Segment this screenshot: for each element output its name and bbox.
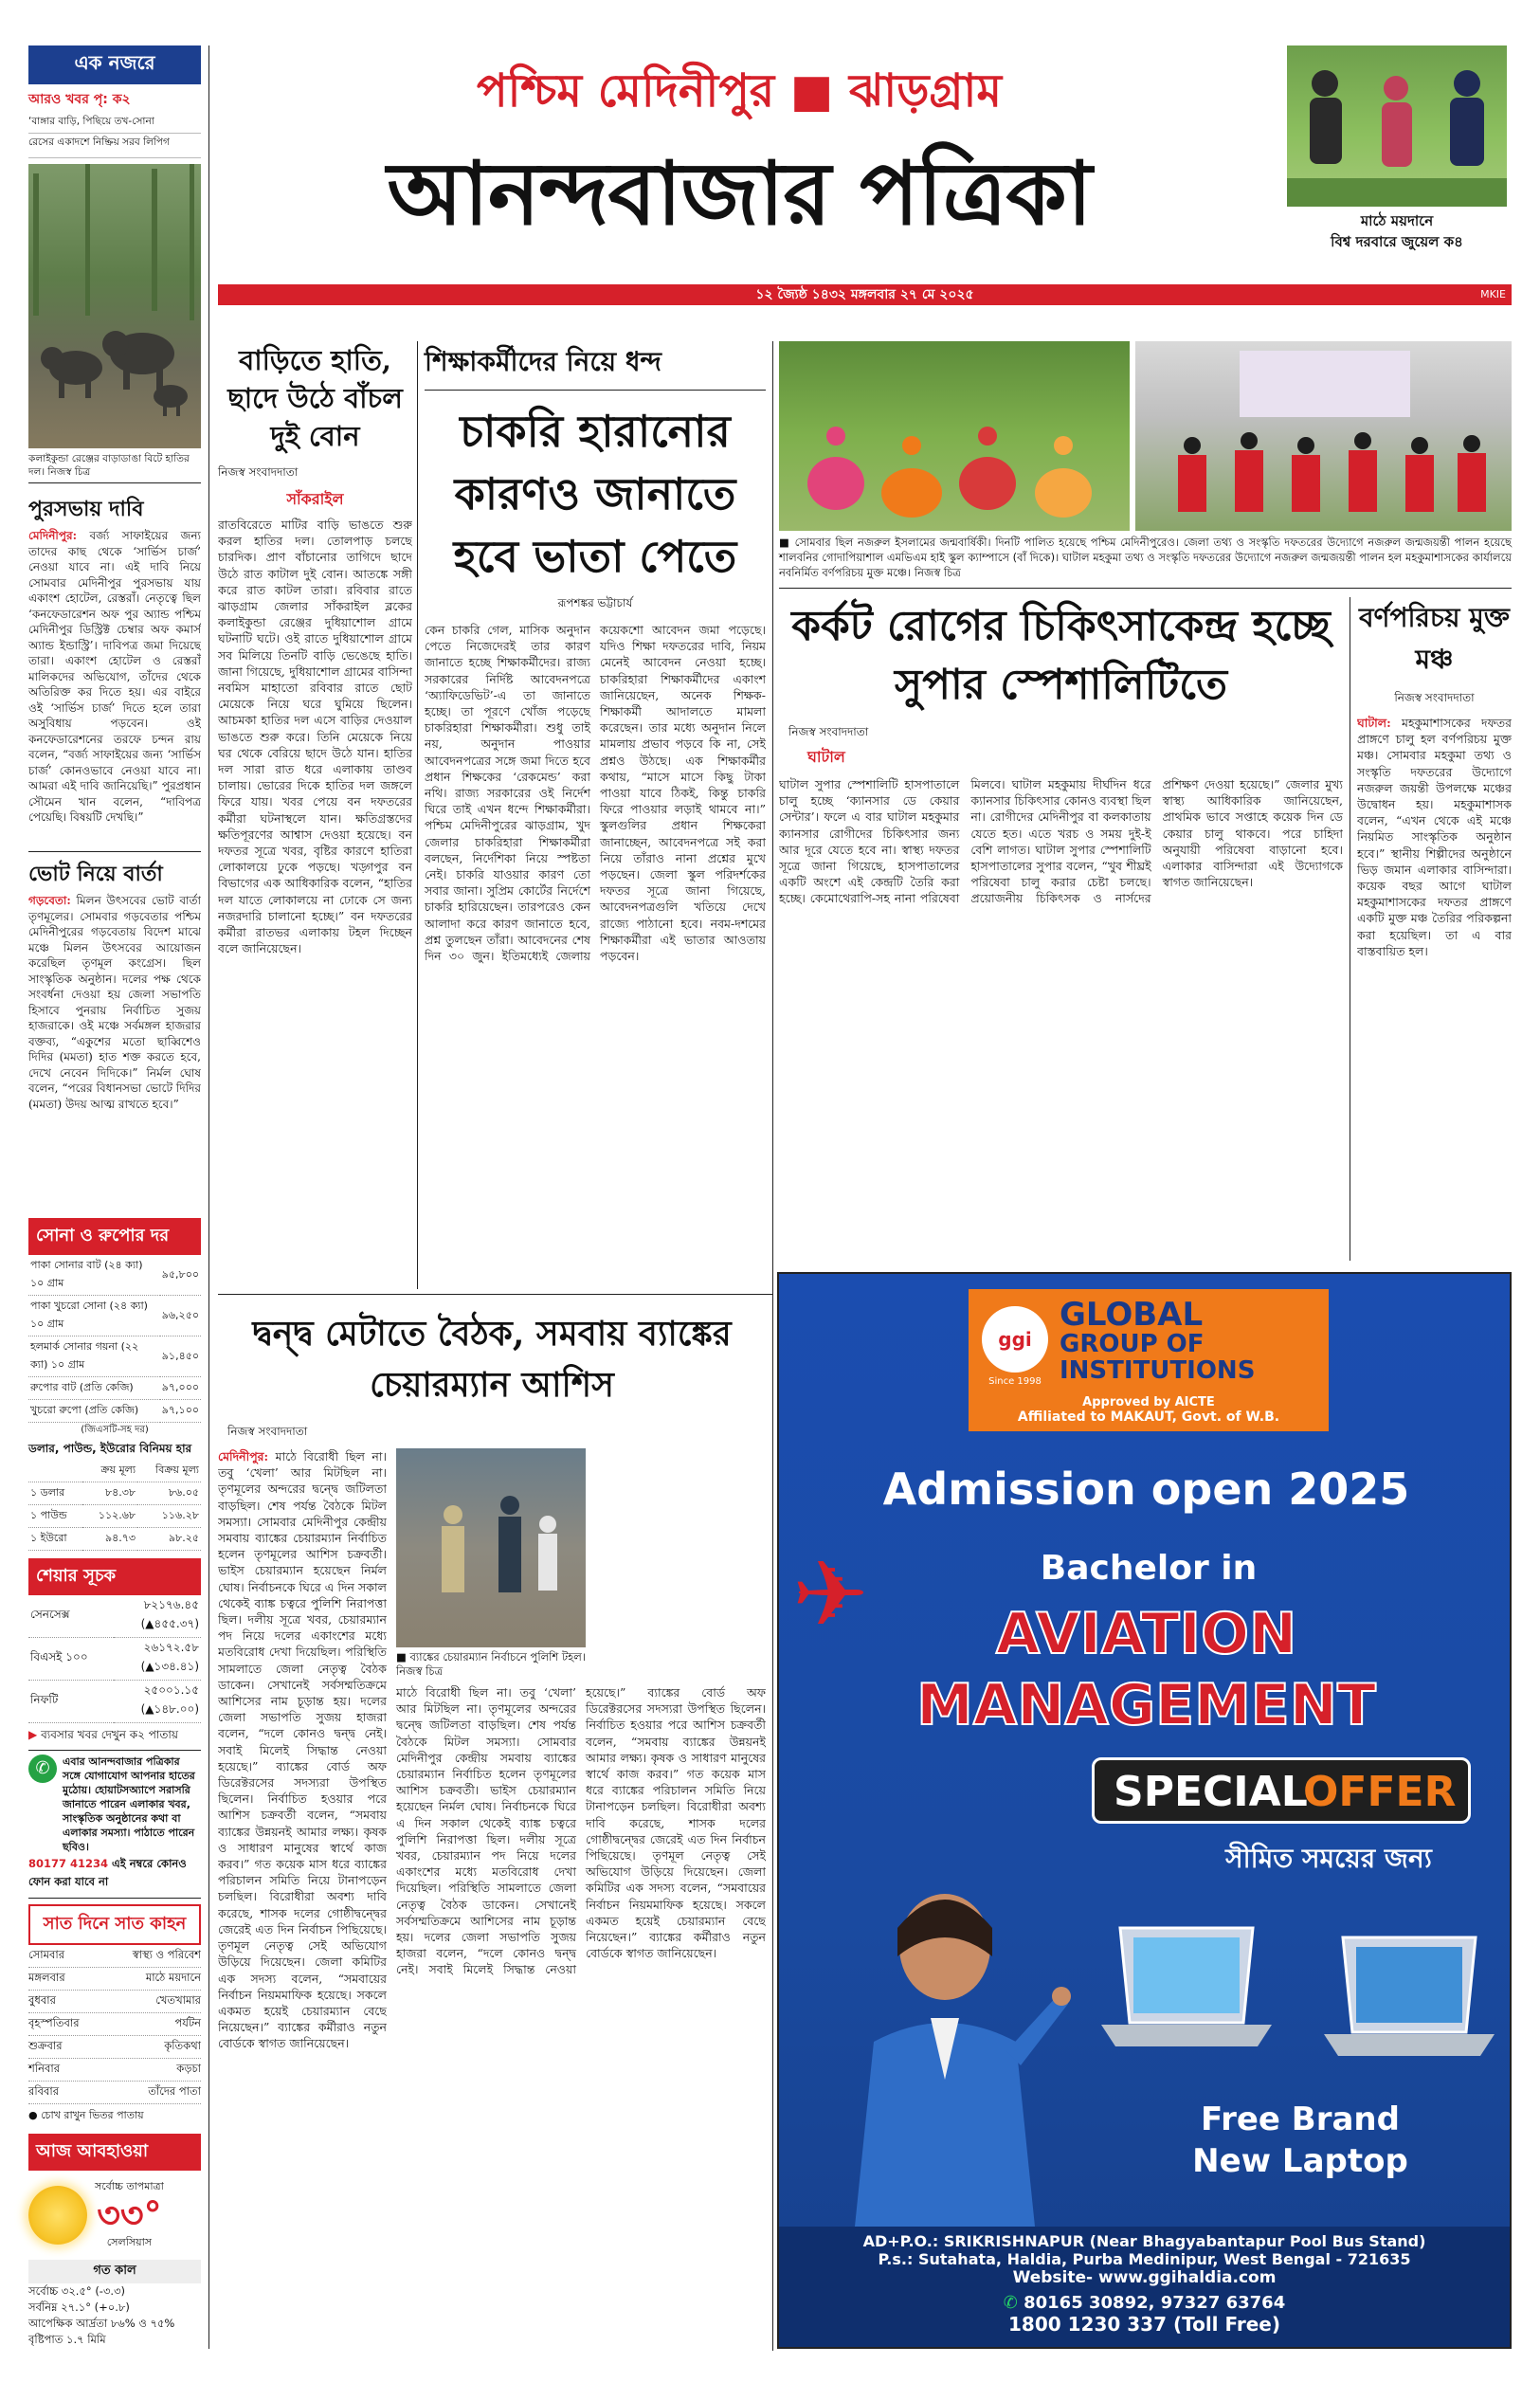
ad-address1: AD+P.O.: SRIKRISHNAPUR (Near Bhagyabantapur Pool Bus Stand) <box>862 2232 1426 2250</box>
share-row: বিএসই ১০০ ২৬১৭২.৫৮ (▲১৩৪.৪১) <box>28 1638 201 1681</box>
sidebar-divider <box>208 45 209 2349</box>
coop-dateline: মেদিনীপুর: <box>218 1449 269 1464</box>
ggi-logo-icon: ggi <box>982 1306 1048 1373</box>
edition-line: পশ্চিম মেদিনীপুর ■ ঝাড়গ্রাম <box>476 64 1002 118</box>
stage-headline: বর্ণপরিচয় মুক্ত মঞ্চ <box>1358 602 1511 675</box>
share-row: সেনসেক্স ৮২১৭৬.৪৫ (▲৪৫৫.৩৭) <box>28 1595 201 1638</box>
elephant-photo <box>28 164 201 448</box>
divider <box>218 1294 772 1295</box>
ad-address2: P.s.: Sutahata, Haldia, Purba Medinipur, West Bengal - 721635 <box>878 2250 1411 2268</box>
week-row: বৃহস্পতিবার পর্যটন <box>28 2013 201 2036</box>
air-hostess-image <box>817 1862 1073 2227</box>
ad-model-figure <box>817 1862 1073 2227</box>
jobs-headline: চাকরি হারানোর কারণও জানাতে হবে ভাতা পেতে <box>453 406 737 582</box>
currency-row: ১ ইউরো ৯৪.৭৩ ৯৮.২৫ <box>28 1528 201 1551</box>
ad-course2: MANAGEMENT <box>916 1672 1376 1738</box>
left-sidebar <box>28 45 201 2349</box>
currency-table: ক্রয় মূল্য বিক্রয় মূল্য ১ ডলার ৮৪.৩৮ ৮৬.০৫ ১ পাউন্ড ১১২.৬৮ ১১৬.২৮ ১ ইউরো ৯৪.৭৩ ৯৮.২৫ <box>28 1460 201 1551</box>
stage-body: ঘাটাল: মহকুমাশাসকের দফতর প্রাঙ্গণে চালু হল বর্ণপরিচয় মুক্ত মঞ্চ। সোমবার মহকুমা তথ্য ও সংস্কৃতি দফতরের উদ্যোগে নজরুল জয়ন্তী উপলক্ষে মঞ্চের উদ্বোধন হয়। মহকুমাশাসক বলেন, “এখন থেকে এই মঞ্চে নিয়মিত সাংস্কৃতিক অনুষ্ঠান হবে।” স্থানীয় শিল্পীদের অনুষ্ঠানে ভিড় জমান এলাকার বাসিন্দারা। কয়েক বছর আগে ঘাটাল মহকুমাশাসকের দফতর প্রাঙ্গণে একটি মুক্ত মঞ্চ তৈরির পরিকল্পনা করা হয়েছিল। তা এ বার বাস্তবায়িত হল। <box>1357 716 1512 958</box>
date-line: ১২ জ্যৈষ্ঠ ১৪৩২ মঙ্গলবার ২৭ মে ২০২৫ <box>755 287 974 302</box>
gold-table <box>28 1255 201 1423</box>
story2-text <box>28 893 201 1210</box>
divider <box>779 588 1512 589</box>
ad-approval: Approved by AICTE Affiliated to MAKAUT, Govt. of W.B. <box>1017 1395 1280 1425</box>
whatsapp-text: এবার আনন্দবাজার পত্রিকার সঙ্গে যোগাযোগ আপনার হাতের মুঠোয়। হোয়াটসঅ্যাপে সরাসরি জানাতে পারেন এলাকার খবর, সাংস্কৃতিক অনুষ্ঠানের কথা বা এলাকার সমস্যা। পাঠাতে পারেন ছবিও। <box>63 1755 195 1853</box>
date-bar <box>218 284 1512 305</box>
divider <box>772 341 773 1289</box>
jobs-body: কেন চাকরি গেল, মাসিক অনুদান পেতে নিজেদেরই তার কারণ জানাতে হচ্ছে শিক্ষাকর্মীদের। রাজ্য সরকারের নির্দিষ্ট আবেদনপত্রে ‘অ্যাফিডেভিট’-এ তা জানাতে হচ্ছে। তা পূরণে খোঁজ পড়েছে চাকরিহারা শিক্ষাকর্মীরা। শুধু তাই নয়, অনুদান পাওয়ার আবেদনপত্রের সঙ্গে জমা দিতে হবে প্রধান শিক্ষকের ‘রেকমেন্ড’ করা নথি। রাজ্য সরকারের ওই নির্দেশ ঘিরে তাই এখন ধন্দে শিক্ষাকর্মীরা। পশ্চিম মেদিনীপুরের ঝাড়গ্রাম, খুদ জেলার চাকরিহারা শিক্ষাকর্মীরা বলছেন, নির্দেশিকা নিয়ে স্পষ্টতা নেই। চাকরি যাওয়ার কারণ তো সবার জানা। সুপ্রিম কোর্টের নির্দেশে চাকরি হারিয়েছেন। তারপরেও কেন আলাদা করে কারণ জানাতে হবে, প্রশ্ন তুলছেন তাঁরা। আবেদনের শেষ দিন ৩০ জুন। ইতিমধ্যেই জেলায় কয়েকশো আবেদন জমা পড়েছে। যদিও শিক্ষা দফতরের দাবি, নিয়ম মেনেই আবেদন নেওয়া হচ্ছে। চাকরিহারা শিক্ষাকর্মীদের একাংশ জানিয়েছেন, অনেক শিক্ষক-শিক্ষাকর্মী আদালতে মামলা করেছেন। তার মধ্যে অনুদান নিলে মামলায় প্রভাব পড়বে কি না, সেই প্রশ্নও উঠছে। এক শিক্ষাকর্মীর কথায়, “মাসে মাসে কিছু টাকা পাওয়া যাবে ঠিকই, কিন্তু চাকরি ফিরে পাওয়ার লড়াই থামবে না।” স্কুলগুলির প্রধান শিক্ষকেরা জানাচ্ছেন, আবেদনপত্রে সই করা নিয়ে তাঁরাও নানা প্রশ্নের মুখে পড়ছেন। জেলা স্কুল পরিদর্শকের দফতর সূত্রে জানা গিয়েছে, আবেদনপত্রগুলি খতিয়ে দেখে রাজ্যে পাঠানো হবে। নবম-দশমের শিক্ষাকর্মীরা এই ভাতার আওতায় পড়বেন। <box>425 623 766 964</box>
elephant-byline: নিজস্ব সংবাদদাতা <box>218 465 299 479</box>
square-bullet-icon: ■ <box>396 1650 407 1664</box>
gold-row: পাকা সোনার বাট (২৪ ক্যা) ১০ গ্রাম ৯৫,৮০০ <box>28 1255 201 1296</box>
story2-body: মিলন উৎসবের ভোট বার্তা তৃণমূলের। সোমবার গড়বেতার পশ্চিম মেদিনীপুরের গড়বেতায় বিদেশ মাঝে মঞ্চে মিলন উৎসবের আয়োজন করেছিল তৃণমূল কংগ্রেস। ছিল সাংস্কৃতিক অনুষ্ঠান। দলের পক্ষ থেকে সংবর্ধনা দেওয়া হয় জেলা সভাপতি হিসাবে পুনরায় নির্বাচিত সুজয় হাজরাকে। ওই মঞ্চে সর্বমঙ্গল হাজরার বক্তব্য, “একুশের মতো ছাব্বিশেও দিদির (মমতা) হাত শক্ত করতে হবে, দেখে নেবেন দিদিকে।” নির্মল ঘোষ বলেন, “পরের বিধানসভা ভোটে দিদির (মমতা) উদয় আত্ম রাখতে হবে।” <box>28 894 201 1111</box>
business-note: ▶ ব্যবসার খবর দেখুন ক২ পাতায় <box>28 1727 201 1751</box>
week-row: বুধবার খেতখামার <box>28 1991 201 2013</box>
stage-byline: নিজস্ব সংবাদদাতা <box>1394 691 1475 704</box>
gold-row: খুচরো রুপো (প্রতি কেজি) ৯৭,১০০ <box>28 1400 201 1423</box>
dance-photo-left <box>779 341 1130 531</box>
whatsapp-icon: ✆ <box>28 1755 57 1783</box>
teaser-line1: মাঠে ময়দানে <box>1360 212 1434 229</box>
week-title: সাত দিনে সাত কাহন <box>28 1904 201 1945</box>
coop-body-col2: মাঠে বিরোধী ছিল না। তবু ‘খেলা’ আর মিটছিল না। তৃণমূলের অন্দরের দ্বন্দ্বে জটিলতা বাড়ছিল। শেষ পর্যন্ত বৈঠকে মিটল সমস্যা। সোমবার মেদিনীপুর কেন্দ্রীয় সমবায় ব্যাঙ্কের চেয়ারম্যান নির্বাচিত হলেন তৃণমূলের আশিস চক্রবর্তী। ভাইস চেয়ারম্যান হয়েছেন নির্মল ঘোষ। নির্বাচনকে ঘিরে এ দিন সকাল থেকেই ব্যাঙ্ক চত্বরে পুলিশি নিরাপত্তা ছিল। দলীয় সূত্রে খবর, চেয়ারম্যান পদ নিয়ে দলের একাংশের মধ্যে মতবিরোধ দেখা দিয়েছিল। পরিস্থিতি সামলাতে জেলা নেতৃত্ব বৈঠক ডাকেন। সেখানেই সর্বসম্মতিক্রমে আশিসের নাম চূড়ান্ত হয়। দলের জেলা সভাপতি সুজয় হাজরা বলেন, “দলে কোনও দ্বন্দ্ব নেই। সবাই মিলেই সিদ্ধান্ত নেওয়া হয়েছে।” ব্যাঙ্কের বোর্ড অফ ডিরেক্টরসের সদস্যরা উপস্থিত ছিলেন। নির্বাচিত হওয়ার পরে আশিস চক্রবর্তী বলেন, “সমবায় ব্যাঙ্কের উন্নয়নই আমার লক্ষ্য। কৃষক ও সাধারণ মানুষের স্বার্থে কাজ করব।” গত কয়েক মাস ধরে ব্যাঙ্কের পরিচালন সমিতি নিয়ে টানাপড়েন চলছিল। বিরোধীরা অবশ্য দাবি করেছে, শাসক দলের গোষ্ঠীদ্বন্দ্বের জেরেই এত দিন নির্বাচন পিছিয়েছে। তৃণমূল নেতৃত্ব সেই অভিযোগ উড়িয়ে দিয়েছেন। জেলা কমিটির এক সদস্য বলেন, “সমবায়ের নির্বাচন নিয়মমাফিক হয়েছে। সকলে একমত হয়েই চেয়ারম্যান বেছে নিয়েছেন।” ব্যাঙ্কের কর্মীরাও নতুন বোর্ডকে স্বাগত জানিয়েছেন। <box>396 1685 766 1977</box>
paper-name: আনন্দবাজার পত্রিকা <box>387 142 1092 245</box>
currency-title: ডলার, পাউন্ড, ইউরোর বিনিময় হার <box>28 1442 192 1455</box>
dance-image-left <box>779 341 1130 531</box>
week-row: সোমবার স্বাস্থ্য ও পরিবেশ <box>28 1945 201 1968</box>
weather-temp: ৩৩° <box>97 2194 162 2236</box>
story2-lead: গড়বেতা: <box>28 894 71 907</box>
ad-laptop-offer: Free Brand New Laptop <box>1192 2100 1408 2180</box>
currency-row: ১ ডলার ৮৪.৩৮ ৮৬.০৫ <box>28 1482 201 1505</box>
ad-course1: AVIATION <box>995 1601 1297 1667</box>
story1-text <box>28 528 201 846</box>
cancer-dateline: ঘাটাল <box>807 748 845 766</box>
coop-columns <box>218 1448 766 2301</box>
divider <box>772 1270 773 2351</box>
jobs-kicker: শিক্ষাকর্মীদের নিয়ে ধন্দ <box>425 341 766 391</box>
week-row: মঙ্গলবার মাঠে ময়দানে <box>28 1968 201 1991</box>
elephant-dateline: সাঁকরাইল <box>286 490 344 508</box>
weather-label: সর্বোচ্চ তাপমাত্রা <box>95 2180 164 2192</box>
cancer-body: ঘাটাল সুপার স্পেশালিটি হাসপাতালে চালু হচ্ছে ‘ক্যানসার ডে কেয়ার সেন্টার’। ফলে এ বার ঘাটাল মহকুমার ক্যানসার রোগীদের চিকিৎসার জন্য আর দূরে যেতে হবে না। স্বাস্থ্য দফতর সূত্রে জানা গিয়েছে, হাসপাতালের একটি অংশে এই কেন্দ্রটি তৈরি করা হচ্ছে। কেমোথেরাপি-সহ নানা পরিষেবা মিলবে। ঘাটাল মহকুমায় দীর্ঘদিন ধরে ক্যানসার চিকিৎসার কোনও ব্যবস্থা ছিল না। রোগীদের মেদিনীপুর বা কলকাতায় যেতে হত। এতে খরচ ও সময় দুই-ই বেশি লাগত। ঘাটাল সুপার স্পেশালিটি হাসপাতালের সুপার বলেন, “খুব শীঘ্রই পরিষেবা চালু করার চেষ্টা চলছে। প্রয়োজনীয় চিকিৎসক ও নার্সদের প্রশিক্ষণ দেওয়া হয়েছে।” জেলার মুখ্য স্বাস্থ্য আধিকারিক জানিয়েছেন, প্রাথমিক ভাবে সপ্তাহে কয়েক দিন ডে কেয়ার চালু থাকবে। পরে চাহিদা অনুযায়ী পরিষেবা বাড়ানো হবে। এলাকার বাসিন্দারা এই উদ্যোগকে স্বাগত জানিয়েছেন। <box>779 777 1343 906</box>
week-row: রবিবার তাঁদের পাতা <box>28 2082 201 2104</box>
ad-website: Website- www.ggihaldia.com <box>1012 2268 1277 2287</box>
gold-row: রুপোর বাট (প্রতি কেজি) ৯৭,০০০ <box>28 1377 201 1400</box>
weather-box <box>28 2171 201 2260</box>
phone-icon: ✆ <box>1003 2293 1018 2313</box>
glance-sub: আরও খবর পৃ: ক২ <box>28 92 131 107</box>
elephant-photo-caption: কলাইকুন্ডা রেঞ্জের বাড়াডাঙা বিটে হাতির দল। নিজস্ব চিত্র <box>28 448 201 483</box>
athletes-image <box>1287 45 1507 207</box>
cooperative-story <box>218 1308 766 2351</box>
teaser-line2: বিশ্ব দরবারে জুয়েল ক৪ <box>1331 233 1463 250</box>
yesterday-row: সর্বনিম্ন ২৭.১° (+০.৮) <box>28 2300 130 2314</box>
glance-item: ‘বাঙ্গার বাড়ি, পিছিয়ে তখ-সোনা <box>28 113 201 134</box>
airplane-icon: ✈ <box>792 1541 869 1647</box>
yesterday-title: গত কাল <box>28 2260 201 2283</box>
ad-since: Since 1998 <box>988 1376 1042 1387</box>
yesterday-row: বৃষ্টিপাত ১.৭ মিমি <box>28 2333 106 2346</box>
coop-photo-caption: ■ ব্যাঙ্কের চেয়ারম্যান নির্বাচনে পুলিশি টহল। নিজস্ব চিত্র <box>396 1650 586 1678</box>
cancer-story <box>779 597 1343 1270</box>
gold-note: (জিএসটি-সহ দর) <box>81 1425 149 1435</box>
glance-item: রেসের একাদশে নিষ্ক্রিয় সরব লিপিগ <box>28 134 201 158</box>
elephant-body: রাতবিরেতে মাটির বাড়ি ভাঙতে শুরু করল হাতির দল। তোলপাড় চলছে চারদিক। প্রাণ বাঁচানোর তাগিদে ছাদে উঠে রাত কাটাল দুই বোন। আতঙ্কে সঙ্গী করে রাত কাটল তারা। রবিবার রাতে ঝাড়গ্রাম জেলার সাঁকরাইল ব্লকের কলাইকুন্ডা রেঞ্জের দুধিয়াশোল গ্রামে ঘটনাটি ঘটে। ওই রাতে দুধিয়াশোল গ্রামে সব মিলিয়ে তিনটি বাড়ি ভেঙেছে হাতি। জানা গিয়েছে, দুধিয়াশোল গ্রামের বাসিন্দা নবমিস মাহাতো রবিবার রাতে ছোট মেয়েকে নিয়ে ঘরে ঘুমিয়ে ছিলেন। আচমকা হাতির দল এসে বাড়ির দেওয়াল ভাঙতে শুরু করে। তিনি মেয়েকে নিয়ে ঘর থেকে বেরিয়ে ছাদে উঠে যান। হাতির দল সারা রাত ধরে এলাকায় তাণ্ডব চালায়। ভোরের দিকে হাতির দল জঙ্গলে ফিরে যায়। খবর পেয়ে বন দফতরের কর্মীরা ঘটনাস্থলে যান। ক্ষতিগ্রস্তদের ক্ষতিপূরণের আশ্বাস দেওয়া হয়েছে। বন দফতর সূত্রে খবর, বৃষ্টির কারণে হাতিরা লোকালয়ে ঢুকে পড়ছে। খড়্গপুর বন বিভাগের এক আধিকারিক বলেন, “হাতির দল যাতে লোকালয়ে না ঢোকে সে জন্য নজরদারি চালানো হচ্ছে।” বন দফতরের কর্মীরা রাতভর এলাকায় টহল দিচ্ছেন বলে জানিয়েছেন। <box>218 518 412 956</box>
currency-row: ১ পাউন্ড ১১২.৬৮ ১১৬.২৮ <box>28 1505 201 1528</box>
weather-unit: সেলসিয়াস <box>106 2236 153 2248</box>
story1-title: পুরসভায় দাবি <box>28 497 144 521</box>
coop-photo <box>396 1448 586 1647</box>
square-bullet-icon: ■ <box>779 536 790 549</box>
divider <box>417 341 418 1289</box>
whatsapp-number: 80177 41234 এই নম্বরে কোনও ফোন করা যাবে না <box>28 1856 201 1899</box>
ad-limited: সীমিত সময়ের জন্য <box>1225 1843 1432 1874</box>
edition-code: MKIE <box>1480 288 1506 300</box>
coop-byline: নিজস্ব সংবাদদাতা <box>227 1425 308 1438</box>
ad-footer <box>779 2227 1510 2347</box>
stage-story <box>1357 597 1512 1261</box>
elephant-headline: বাড়িতে হাতি, ছাদে উঠে বাঁচল দুই বোন <box>227 344 403 452</box>
gold-row: হলমার্ক সোনার গয়না (২২ ক্যা) ১০ গ্রাম ৯১,৪৫০ <box>28 1336 201 1377</box>
ad-header <box>969 1289 1329 1431</box>
ad-banner <box>777 1272 1512 2349</box>
laptop-image <box>1092 1918 1281 2061</box>
gold-row: পাকা খুচরো সোনা (২৪ ক্যা) ১০ গ্রাম ৯৬,২৫০ <box>28 1296 201 1336</box>
elephant-herd-image <box>28 164 201 448</box>
week-row: শনিবার কড়চা <box>28 2059 201 2082</box>
laptop-image-2 <box>1319 1928 1499 2070</box>
arrow-icon: ▶ <box>28 1728 38 1741</box>
yesterday-row: আপেক্ষিক আর্দ্রতা ৮৬% ও ৭৫% <box>28 2317 175 2330</box>
story1-lead: মেদিনীপুর: <box>28 529 78 542</box>
ad-sub: Bachelor in <box>1040 1549 1258 1588</box>
week-note: ● চোখ রাখুন ভিতর পাতায় <box>28 2109 144 2121</box>
dance-caption: ■ সোমবার ছিল নজরুল ইসলামের জন্মবার্ষিকী। দিনটি পালিত হয়েছে পশ্চিম মেদিনীপুরেও। জেলা তথ্য ও সংস্কৃতি দফতরের উদ্যোগে নজরুল জন্মজয়ন্তী পালন হয়েছে শালবনির গোদাপিয়াশাল এমভিএম হাই স্কুল ক্যাম্পাসে (বাঁ দিকে)। ঘাটাল মহকুমা তথ্য ও সংস্কৃতি দফতরের উদ্যোগে নজরুল জন্মজয়ন্তী পালন হল মহকুমাশাসকের কার্যালয়ে নবনির্মিত বর্ণপরিচয় মুক্ত মঞ্চে। নিজস্ব চিত্র <box>779 536 1512 579</box>
stage-dateline: ঘাটাল: <box>1357 716 1391 730</box>
share-table <box>28 1595 201 1723</box>
ad-headline: Admission open 2025 <box>882 1464 1410 1515</box>
special-offer-badge: SPECIAL OFFER <box>1092 1757 1471 1824</box>
masthead <box>218 45 1260 282</box>
week-list <box>28 1945 201 2128</box>
week-row: শুক্রবার কৃতিকথা <box>28 2036 201 2059</box>
jobs-byline: রূপশঙ্কর ভট্টাচার্য <box>557 596 633 609</box>
sun-icon <box>28 2186 87 2245</box>
glance-title: এক নজরে <box>28 45 201 84</box>
cancer-byline: নিজস্ব সংবাদদাতা <box>788 725 869 738</box>
ad-tollfree: 1800 1230 337 (Toll Free) <box>1007 2313 1281 2336</box>
whatsapp-box <box>28 1755 201 1854</box>
story2-title: ভোট নিয়ে বার্তা <box>28 851 201 893</box>
dance-image-right <box>1135 341 1512 531</box>
yesterday-list <box>28 2283 201 2348</box>
police-patrol-image <box>396 1448 586 1647</box>
jobs-story <box>425 341 766 1289</box>
teaser-photo <box>1287 45 1507 207</box>
coop-body-col1: মেদিনীপুর: মাঠে বিরোধী ছিল না। তবু ‘খেলা’ আর মিটছিল না। তৃণমূলের অন্দরের দ্বন্দ্বে জটিলতা বাড়ছিল। শেষ পর্যন্ত বৈঠকে মিটল সমস্যা। সোমবার মেদিনীপুর কেন্দ্রীয় সমবায় ব্যাঙ্কের চেয়ারম্যান নির্বাচিত হলেন তৃণমূলের আশিস চক্রবর্তী। ভাইস চেয়ারম্যান হয়েছেন নির্মল ঘোষ। নির্বাচনকে ঘিরে এ দিন সকাল থেকেই ব্যাঙ্ক চত্বরে পুলিশি নিরাপত্তা ছিল। দলীয় সূত্রে খবর, চেয়ারম্যান পদ নিয়ে দলের একাংশের মধ্যে মতবিরোধ দেখা দিয়েছিল। পরিস্থিতি সামলাতে জেলা নেতৃত্ব বৈঠক ডাকেন। সেখানেই সর্বসম্মতিক্রমে আশিসের নাম চূড়ান্ত হয়। দলের জেলা সভাপতি সুজয় হাজরা বলেন, “দলে কোনও দ্বন্দ্ব নেই। সবাই মিলেই সিদ্ধান্ত নেওয়া হয়েছে।” ব্যাঙ্কের বোর্ড অফ ডিরেক্টরসের সদস্যরা উপস্থিত ছিলেন। নির্বাচিত হওয়ার পরে আশিস চক্রবর্তী বলেন, “সমবায় ব্যাঙ্কের উন্নয়নই আমার লক্ষ্য। কৃষক ও সাধারণ মানুষের স্বার্থে কাজ করব।” গত কয়েক মাস ধরে ব্যাঙ্কের পরিচালন সমিতি নিয়ে টানাপড়েন চলছিল। বিরোধীরা অবশ্য দাবি করেছে, শাসক দলের গোষ্ঠীদ্বন্দ্বের জেরেই এত দিন নির্বাচন পিছিয়েছে। তৃণমূল নেতৃত্ব সেই অভিযোগ উড়িয়ে দিয়েছেন। জেলা কমিটির এক সদস্য বলেন, “সমবায়ের নির্বাচন নিয়মমাফিক হয়েছে। সকলে একমত হয়েই চেয়ারম্যান বেছে নিয়েছেন।” ব্যাঙ্কের কর্মীরাও নতুন বোর্ডকে স্বাগত জানিয়েছেন। <box>218 1449 387 2051</box>
cancer-headline: কর্কট রোগের চিকিৎসাকেন্দ্র হচ্ছে সুপার স্পেশালিটিতে <box>791 602 1331 709</box>
dance-photo-right <box>1135 341 1512 531</box>
share-title: শেয়ার সূচক <box>28 1558 201 1595</box>
weather-title: আজ আবহাওয়া <box>28 2134 201 2171</box>
gold-title: সোনা ও রুপোর দর <box>28 1218 201 1255</box>
share-row: নিফটি ২৫০০১.১৫ (▲১৪৮.০০) <box>28 1681 201 1723</box>
ad-phone: ✆ 80165 30892, 97327 63764 <box>1003 2293 1286 2313</box>
coop-headline: দ্বন্দ্ব মেটাতে বৈঠক, সমবায় ব্যাঙ্কের চেয়ারম্যান আশিস <box>252 1314 732 1405</box>
yesterday-row: সর্বোচ্চ ৩২.৫° (-৩.৩) <box>28 2284 126 2298</box>
ad-brand: GLOBAL GROUP OF INSTITUTIONS <box>1060 1296 1256 1385</box>
story1-body: বর্জ্য সাফাইয়ের জন্য তাদের কাছ থেকে ‘সার্ভিস চার্জ’ নেওয়া যাবে না। এই দাবি নিয়ে সোমবার মেদিনীপুর পুরসভায় যায় একাংশ হোটেল, রেস্তরাঁ। নেতৃত্বে ছিল ‘কনফেডারেশন অফ পুর অ্যান্ড পশ্চিম মেদিনীপুর ডিস্ট্রিক্ট চেম্বার অফ কমার্স অ্যান্ড ইন্ডাস্ট্রি’। দাবিপত্র জমা দিয়েছে তারা। একাংশ হোটেল ও রেস্তরাঁ মালিকদের অভিযোগ, তাঁদের থেকে অতিরিক্ত কর দিতে হয়। এর বাইরে ওই ‘সার্ভিস চার্জ’ দিতে হলে তারা অসুবিধায় পড়বেন। ওই কনফেডারেশনের তরফে চন্দন রায় বলেন, “বর্জ্য সাফাইয়ের জন্য ‘সার্ভিস চার্জ’ কোনওভাবে নেওয়া যাবে না। আমরা এই দাবি জানিয়েছি।” পুরপ্রধান সৌমেন খান বলেন, “দাবিপত্র পেয়েছি। বিষয়টি দেখছি।” <box>28 529 201 824</box>
elephant-story <box>218 341 412 1289</box>
